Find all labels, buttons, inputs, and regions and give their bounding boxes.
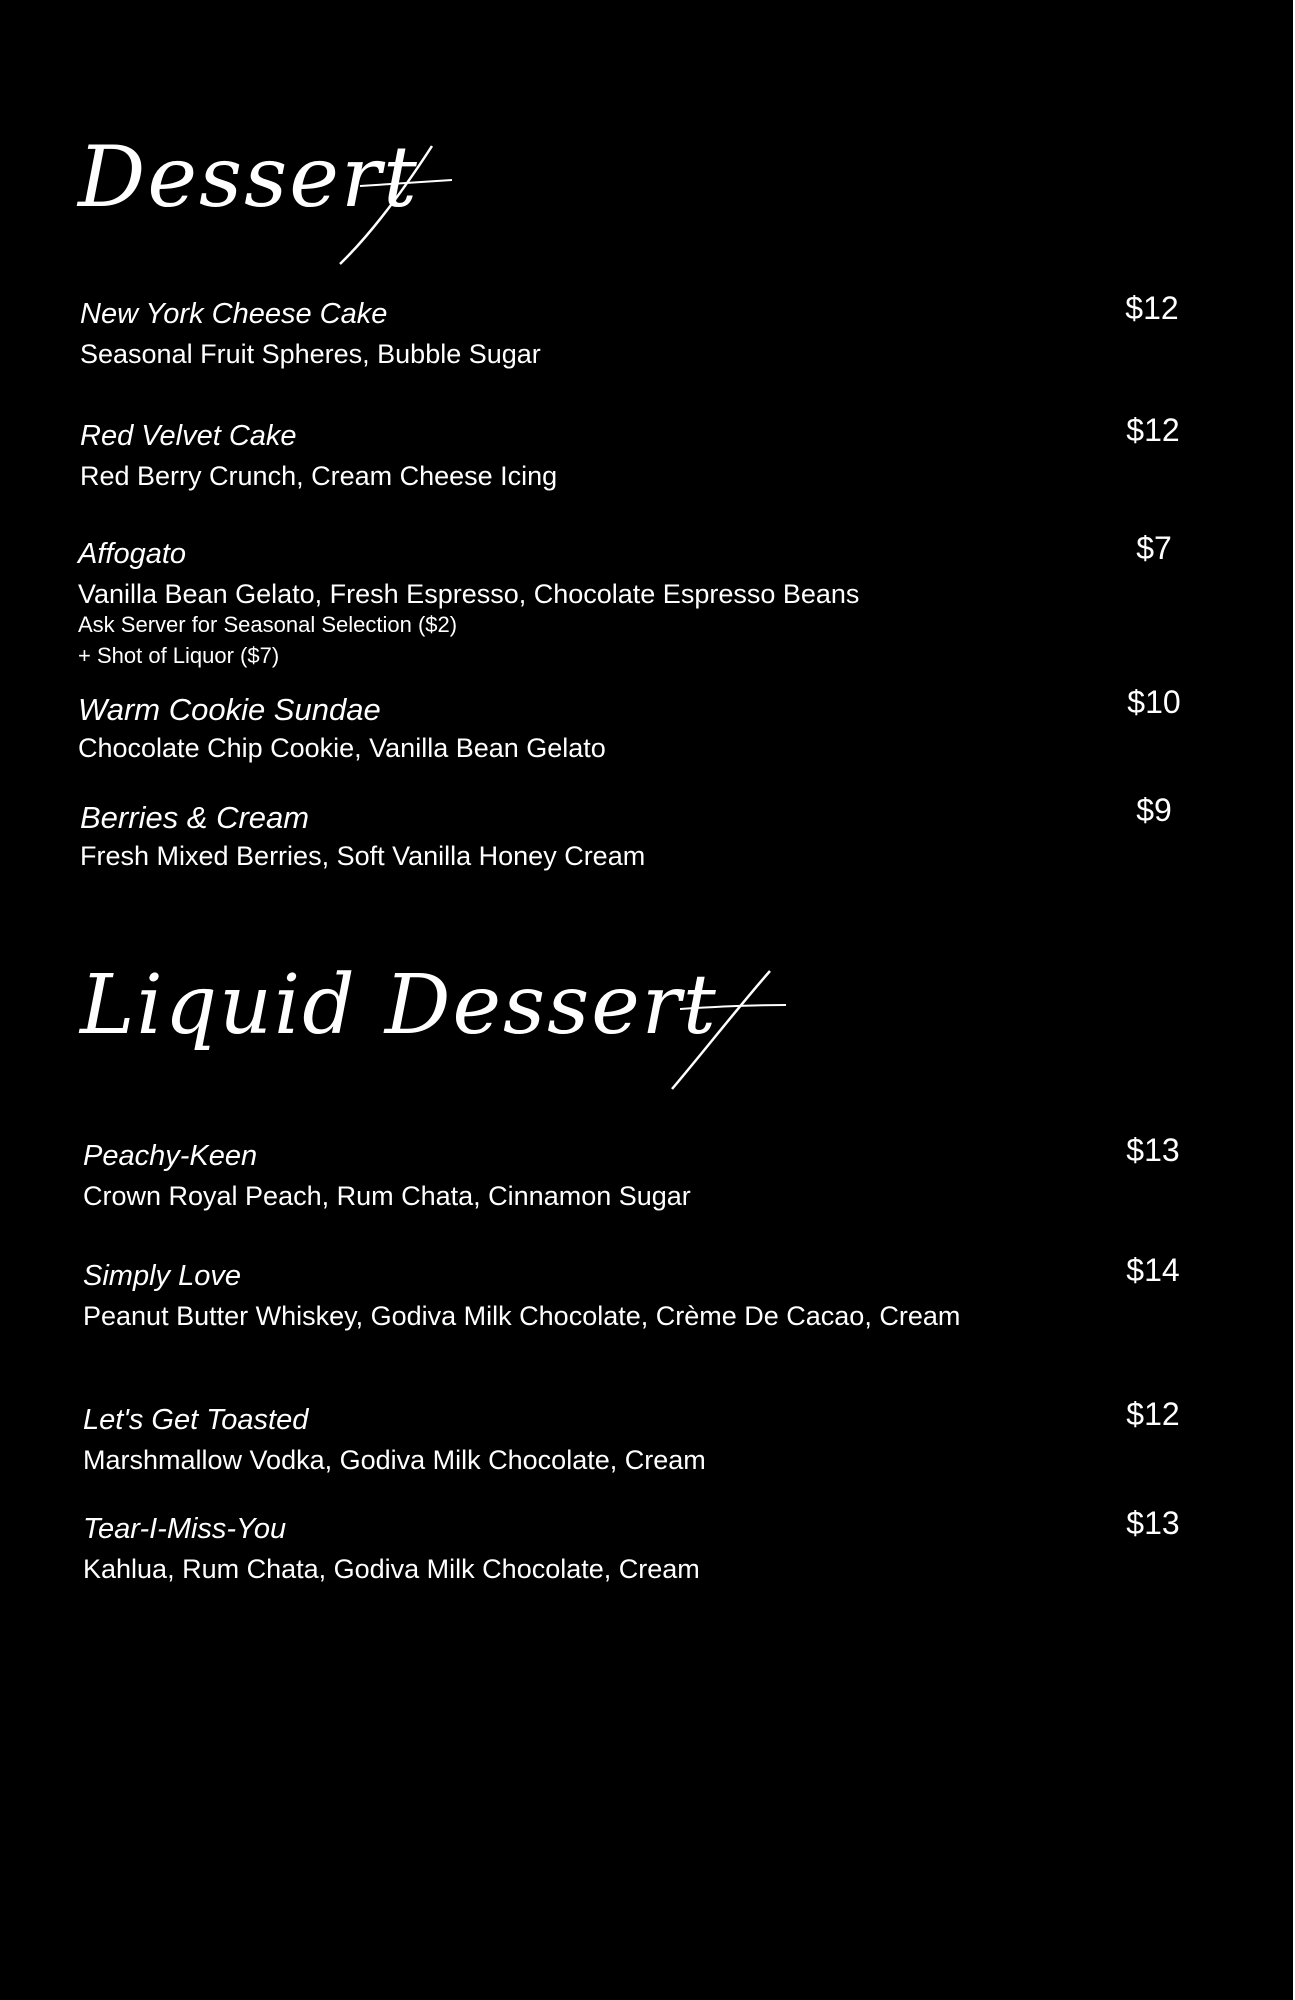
item-name: Red Velvet Cake <box>80 420 297 452</box>
item-name: Let's Get Toasted <box>83 1404 309 1436</box>
item-price: $12 <box>1126 412 1180 448</box>
item-description: Chocolate Chip Cookie, Vanilla Bean Gelato <box>78 733 606 763</box>
item-description: Seasonal Fruit Spheres, Bubble Sugar <box>80 339 541 369</box>
item-name: Affogato <box>78 538 187 570</box>
item-description: Marshmallow Vodka, Godiva Milk Chocolate, Cream <box>83 1445 706 1475</box>
item-description: Fresh Mixed Berries, Soft Vanilla Honey Cream <box>80 841 646 871</box>
item-name: Peachy-Keen <box>83 1140 258 1172</box>
item-description: Crown Royal Peach, Rum Chata, Cinnamon Sugar <box>83 1181 691 1211</box>
item-price: $14 <box>1126 1252 1180 1288</box>
item-name: Tear-I-Miss-You <box>83 1513 287 1545</box>
item-name: Berries & Cream <box>80 800 310 835</box>
item-name: Simply Love <box>83 1260 241 1292</box>
item-price: $10 <box>1127 684 1181 720</box>
item-description: Peanut Butter Whiskey, Godiva Milk Chocolate, Crème De Cacao, Cream <box>83 1301 961 1331</box>
item-note: Ask Server for Seasonal Selection ($2) <box>78 612 458 637</box>
item-price: $13 <box>1126 1505 1180 1541</box>
item-description: Vanilla Bean Gelato, Fresh Espresso, Chocolate Espresso Beans <box>78 579 860 609</box>
item-price: $7 <box>1136 530 1172 566</box>
item-description: Red Berry Crunch, Cream Cheese Icing <box>80 461 558 491</box>
section-title-dessert: Dessert <box>78 128 419 226</box>
item-name: New York Cheese Cake <box>80 298 388 330</box>
liquid-dessert-title-flourish <box>560 965 800 1095</box>
dessert-title-flourish <box>300 140 460 270</box>
item-price: $13 <box>1126 1132 1180 1168</box>
item-price: $12 <box>1125 290 1179 326</box>
item-description: Kahlua, Rum Chata, Godiva Milk Chocolate, Cream <box>83 1554 700 1584</box>
item-price: $9 <box>1136 792 1172 828</box>
item-price: $12 <box>1126 1396 1180 1432</box>
section-title-liquid-dessert: Liquid Dessert <box>80 958 718 1053</box>
item-name: Warm Cookie Sundae <box>78 692 381 727</box>
item-note: + Shot of Liquor ($7) <box>78 643 280 668</box>
